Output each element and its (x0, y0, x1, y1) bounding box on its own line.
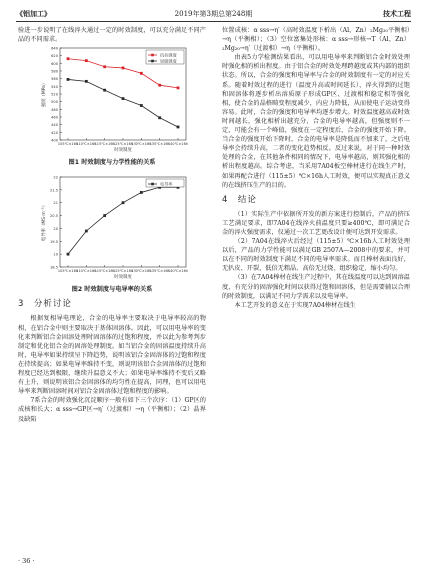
y-tick-label: 19 (53, 252, 58, 257)
data-point (158, 84, 161, 87)
data-point (85, 230, 88, 233)
legend-marker (151, 54, 154, 57)
y-tick-label: 420 (51, 131, 58, 136)
x-tick-label: 125℃×16h (112, 142, 134, 147)
plot-frame (60, 177, 186, 267)
y-tick-label: 400 (51, 138, 58, 143)
y-tick-label: 520 (51, 92, 58, 97)
data-point (122, 97, 125, 100)
column-name: 技术工程 (383, 9, 411, 18)
x-tick-label: 125℃×16h (112, 269, 134, 274)
paragraph: 根据复相导电理论，合金的电导率主要取决于电导率较高的物相，在铝合金中则主要取决于基体固溶体。因此，可以用电导率的变化来判断铝合金固溶处理时固溶体的过饱和程度，并以此为参考判步制定和优化铝合金的固溶处理制度。如当铝合金的固溶温度持续升高时，电导率如果持续呈下降趋势，说明该铝合金固溶体的过饱和程度在持续提高；如果电导率维持不变，则说明该铝合金固溶体的过饱和程度已经达到极限，继续升温意义不大；如果电导率维持不变后又略有上升，则说明该铝合金固溶体的均匀性在提高，同理，也可以用电导率来判断固溶时间对铝合金固溶体过饱和程度的影响。 (18, 315, 206, 396)
data-point (122, 67, 125, 70)
series-line (68, 188, 178, 255)
x-tick-label: 140℃×16h (167, 269, 189, 274)
right-column (222, 26, 410, 310)
paragraph: 本工艺开发的意义在于实现7A04棒材在线生 (234, 301, 356, 309)
page-number: · 36 · (18, 557, 35, 565)
data-point (103, 214, 106, 217)
data-point (158, 117, 161, 120)
data-point (67, 253, 70, 256)
legend-label: 电导率 (160, 181, 173, 187)
y-axis-label: 电导率（MS·m⁻¹） (42, 203, 47, 242)
y-tick-label: 640 (51, 46, 58, 51)
y-tick-label: 620 (51, 54, 58, 59)
x-axis-label: 时效制度 (114, 275, 132, 281)
data-point (67, 58, 70, 61)
y-tick-label: 21.5 (49, 188, 58, 193)
x-tick-label: 110℃×16h (76, 269, 97, 274)
data-point (122, 202, 125, 205)
paragraph: 位置成核：α sss→η′（高时效温度下析出（Al，Zn）₂Mg₂₀平衡相）→η（平衡相）；（3）空位富集处形核：α sss→形核→T（Al，Zn）₂Mg₂₀→η′（过渡相）→η（平衡相）。 (222, 27, 410, 53)
figure2-caption: 图2 时效制度与电导率的关系 (71, 286, 153, 294)
x-tick-label: 110℃×16h (76, 142, 97, 147)
figure2-chart (18, 173, 206, 283)
x-tick-label: 105℃×16h (57, 269, 79, 274)
y-tick-label: 20 (53, 227, 58, 232)
y-tick-label: 600 (51, 62, 58, 67)
x-tick-label: 115℃×16h (94, 142, 115, 147)
data-point (67, 78, 70, 81)
y-tick-label: 18.5 (49, 265, 58, 270)
section-3-heading: 3 分析讨论 (18, 299, 72, 310)
data-point (85, 80, 88, 83)
y-tick-label: 580 (51, 69, 58, 74)
data-point (177, 87, 180, 90)
data-point (103, 66, 106, 69)
conclusion-2: （2）7A04在线淬火后经过（115±5）℃×16h人工时效处理以后，产品的力学性能可以满足GB 2507A—2008中的要求，并可以在不同的时效制度下满足不同的电导率需求。而且棒材表面良好，无扒皮、开裂、低倍无粗晶、高倍无过烧、组织稳定、缩小均匀。 (222, 238, 410, 273)
x-tick-label: 135℃×16h (149, 269, 170, 274)
conclusion-1: （1）实际生产中依据所开发的新方案进行控制后，产品的挤压工艺满足要求，即7A04在线淬火前温度只要≥400℃，即可满足合金的淬火强度需求，仅通过一次工艺更改设计便可达到开发需求。 (222, 210, 410, 236)
x-tick-label: 140℃×16h (167, 142, 189, 147)
running-header (16, 9, 411, 21)
figure1-caption: 图1 时效制度与力学性能的关系 (68, 159, 156, 167)
figure1-chart (18, 44, 206, 156)
journal-name: 《铝加工》 (16, 9, 51, 18)
header-rule (16, 21, 411, 22)
x-tick-label: 130℃×16h (131, 269, 152, 274)
x-tick-label: 115℃×16h (94, 269, 115, 274)
legend-label: 抗拉强度 (160, 52, 177, 58)
left-column (18, 26, 206, 424)
legend-marker (151, 183, 154, 186)
y-tick-label: 20.5 (49, 214, 58, 219)
y-tick-label: 19.5 (49, 240, 58, 245)
legend-marker (151, 60, 154, 63)
y-tick-label: 460 (51, 115, 58, 120)
x-axis-label: 时效制度 (114, 148, 132, 154)
data-point (177, 126, 180, 129)
data-point (140, 191, 143, 194)
y-tick-label: 440 (51, 123, 58, 128)
x-tick-label: 135℃×16h (149, 142, 170, 147)
y-tick-label: 540 (51, 85, 58, 90)
y-axis-label: 强度（MPa） (42, 80, 47, 108)
section-4-heading: 4 结论 (222, 194, 257, 205)
paragraph: 7系合金的时效强化沉淀顺序一般有如下三个次序：（1）GP区的成核和长大；α sss→GP区→η′（过渡相）→η（平衡相）；（2）晶界及缺陷 (18, 397, 206, 423)
x-tick-label: 105℃×16h (57, 142, 79, 147)
data-point (85, 59, 88, 62)
intro-paragraph: 验进一步说明了在线淬火通过一定的时效制度，可以充分满足不同产品的不同需求。 (18, 27, 206, 44)
y-tick-label: 500 (51, 100, 58, 105)
series-line (68, 80, 178, 128)
data-point (140, 104, 143, 107)
data-point (103, 89, 106, 92)
issue-info: 2019年第3期总第248期 (174, 10, 253, 18)
x-tick-label: 130℃×16h (131, 142, 152, 147)
conclusion-3: （3）在7A04棒材在线生产过程中，其在线温度可以达到固溶温度，有充分的固溶强化时间以获得过饱和固溶体，但是需要辅以合理的时效制度，以满足不同力学需求以及电导率。 (222, 274, 410, 300)
y-tick-label: 560 (51, 77, 58, 82)
y-tick-label: 22 (53, 175, 58, 180)
legend-label: 屈服强度 (160, 58, 177, 64)
paragraph: 由表5力学检测结果看出，可以用电导率来判断铝合金时效处理时强化相的析出程度。由于铝合金的时效处理跨越度或其内部的组织状态。所以，合金的强度和电导率与合金的时效制度有一定的对应关系。随着时效过程的进行（温度升高或时间延长），淬火得到的过饱和固溶体将逐步析出溶质原子形成GP区、过渡相和稳定相等强化相，使合金的晶格畸变程度减少，内应力降低，从而使电子运动变得容易。此时，合金的强度和电导率均逐步增大。时效温度越高或时效时间越长，强化相析出越充分，合金的电导率越高，但强度则不一定，可能会有一个峰值，强度在一定程度后，合金的强度开始下降。当合金的强度开始下降时，合金的电导率是降低而不加来了，之后电导率会持续升高，二者的变化趋势相反。反过来说，对于同一种时效处理的合金，在其他条件相同的情况下，电导率越高，则其强化相的析出程度越高。综合考虑，当采用7A04板空棒材进行在线生产时，如果再配合进行（115±5）℃×16h人工时效，便可以实现真正意义的在线挤压生产的目的。 (222, 54, 410, 189)
data-point (140, 72, 143, 75)
y-tick-label: 480 (51, 108, 58, 113)
y-tick-label: 21 (53, 201, 58, 206)
